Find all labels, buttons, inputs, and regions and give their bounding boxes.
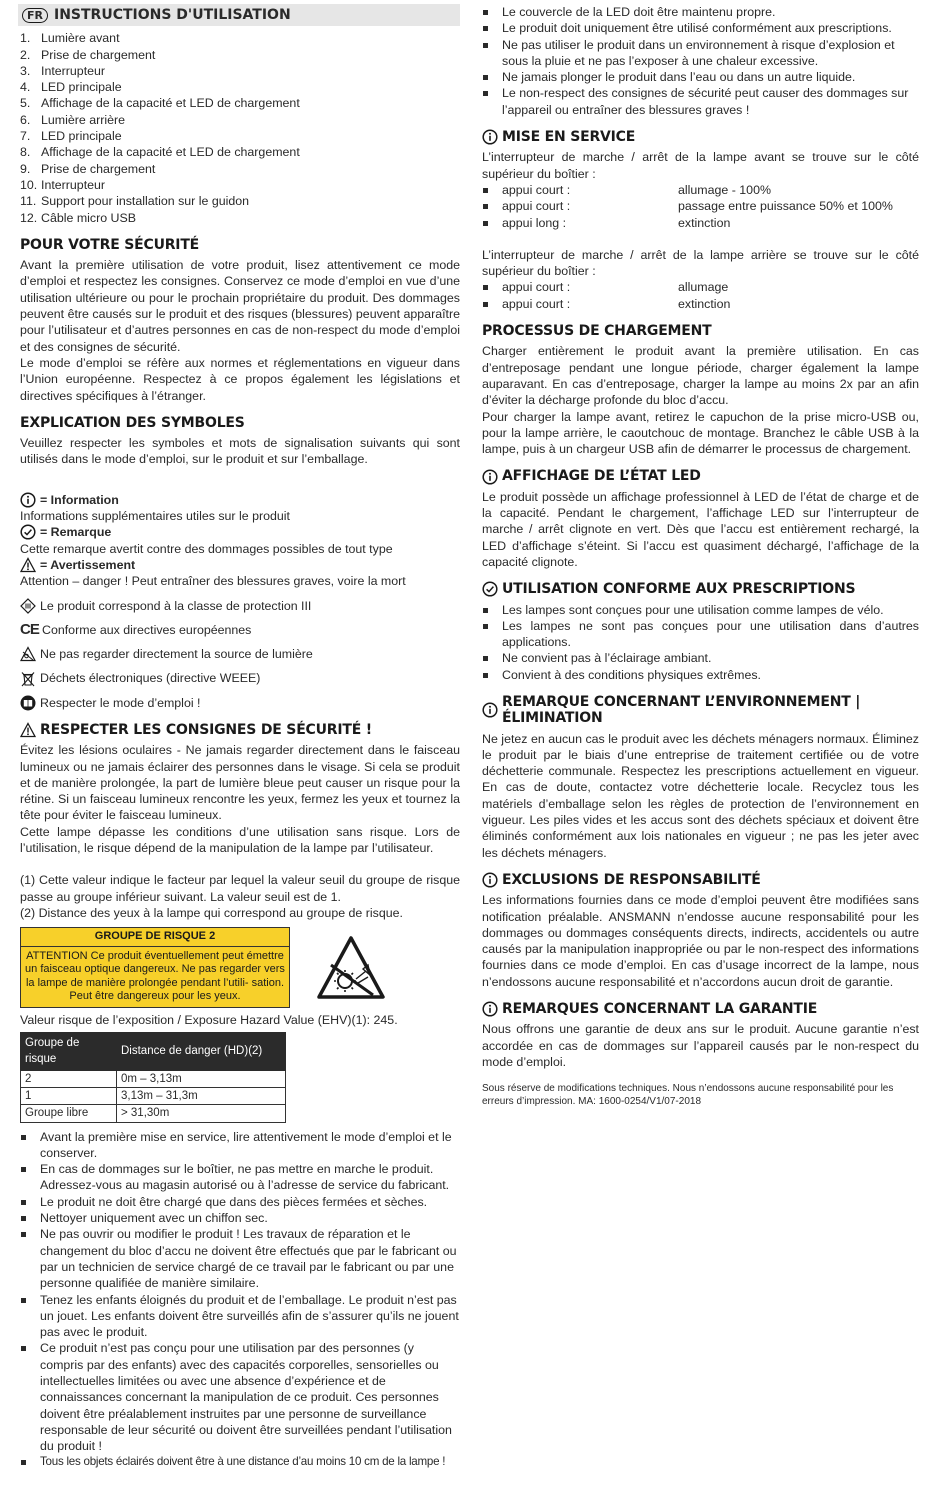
- charge-heading: PROCESSUS DE CHARGEMENT: [482, 323, 712, 340]
- mise-heading: MISE EN SERVICE: [482, 129, 919, 145]
- check-circle-icon: [482, 581, 498, 597]
- consignes-paragraph: Évitez les lésions oculaires - Ne jamais regarder directement dans le faisceau lumineux ou ne jamais éclairer des personnes dans le visage. Si cela se produit et de manière prolongée, la part de lumière bleue peut causer un risque pour la rétine. Si un faisceau lumineux rencontre les yeux, fermez les yeux et tournez la tête pour éviter le faisceau lumineux.: [20, 743, 460, 823]
- garantie-heading: REMARQUES CONCERNANT LA GARANTIE: [482, 1001, 919, 1017]
- list-item: 10. Interrupteur: [20, 177, 106, 192]
- warning-icon: [20, 557, 36, 573]
- conforme-bullets: [482, 602, 919, 683]
- info-icon: [482, 872, 498, 888]
- list-item: Tous les objets éclairés doivent être à une distance d’au moins 10 cm de la lampe !: [20, 1454, 460, 1470]
- affichage-heading: AFFICHAGE DE L’ÉTAT LED: [482, 468, 919, 484]
- safety-bullets-continued: [482, 4, 919, 118]
- symbol-manual: Respecter le mode d’emploi !: [20, 695, 460, 711]
- info-icon: [482, 1001, 498, 1017]
- list-item: Le produit doit uniquement être utilisé conformément aux prescriptions.: [482, 20, 919, 36]
- table-row: Groupe libre > 31,30m: [21, 1105, 286, 1122]
- list-item: appui court : allumage: [482, 279, 919, 295]
- list-item: Ce produit n’est pas conçu pour une utilisation par des personnes (y compris par des enfants) avec des capacités corporelles, sensorielles ou intellectuelles limitées ou avec une absence d’expérience et de connaissances concernant la manipulation de ce produit. Ces personnes doivent être préalablement instruites par une personne de surveillance responsable de leur sécurité ou doivent être surveillées pendant l’utilisation du produit !: [20, 1340, 460, 1454]
- risk-group-area: [20, 927, 460, 1008]
- list-item: Le couvercle de la LED doit être maintenu propre.: [482, 4, 919, 20]
- info-icon: [482, 702, 498, 718]
- conforme-heading: UTILISATION CONFORME AUX PRESCRIPTIONS: [482, 581, 919, 597]
- list-item: Ne pas ouvrir ou modifier le produit ! Les travaux de réparation et le changement du bloc d’accu ne doivent être effectués que par le fabricant ou par un technicien de service chargé de ce travail par le fabricant ou par une personne qualifiée de manière similaire.: [20, 1226, 460, 1291]
- symbol-info: = Information: [20, 492, 460, 508]
- list-item: 2. Prise de chargement: [20, 47, 156, 62]
- symbol-warning: = Avertissement: [20, 557, 460, 573]
- list-item: Convient à des conditions physiques extrêmes.: [482, 667, 919, 683]
- language-badge: FR: [22, 8, 48, 23]
- info-icon: [482, 469, 498, 485]
- consignes-heading: RESPECTER LES CONSIGNES DE SÉCURITÉ !: [20, 722, 460, 738]
- list-item: appui court : extinction: [482, 296, 919, 312]
- weee-bin-icon: [20, 671, 36, 687]
- safety-paragraph: Le mode d’emploi se réfère aux normes et réglementations en vigueur dans l’Union européenne. Respectez à ce propos également les législations et directives spécifiques à l’étranger.: [20, 355, 460, 403]
- list-item: Le non-respect des consignes de sécurité peut causer des dommages sur l’appareil ou entraîner des blessures graves !: [482, 85, 919, 118]
- symbol-nolook: Ne pas regarder directement la source de lumière: [20, 646, 460, 662]
- table-header-row: [21, 1033, 286, 1071]
- affichage-paragraph: Le produit possède un affichage professionnel à LED de l’état de charge et de la capacité. Pendant le chargement, l’affichage LED sur l’interrupteur de marche / arrêt clignote en vert. Dès que l’accu est entièrement rechargé, la LED d’affichage s’éteint. Si l’accu est quasiment déchargé, l’affichage de la capacité clignote.: [482, 489, 919, 569]
- footnote-2: (2) Distance des yeux à la lampe qui correspond au groupe de risque.: [20, 905, 403, 920]
- footnote-1: (1) Cette valeur indique le facteur par lequel la valeur seuil du groupe de risque passe au groupe inférieur suivant. La valeur seuil est de 1.: [20, 873, 460, 904]
- info-icon: [20, 492, 36, 508]
- list-item: En cas de dommages sur le boîtier, ne pas mettre en marche le produit. Adressez-vous au magasin autorisé ou à l’adresse de service du fabricant.: [20, 1161, 460, 1194]
- eye-hazard-icon: [316, 935, 386, 1001]
- warning-icon: [20, 722, 36, 738]
- symbols-heading: EXPLICATION DES SYMBOLES: [20, 414, 245, 431]
- list-item: 5. Affichage de la capacité et LED de chargement: [20, 96, 300, 111]
- check-circle-icon: [20, 524, 36, 540]
- left-column: [20, 4, 460, 1471]
- table-header: Distance de danger (HD)(2): [117, 1033, 286, 1071]
- list-item: appui long : extinction: [482, 215, 919, 231]
- mise-rear-text: L’interrupteur de marche / arrêt de la lampe arrière se trouve sur le côté supérieur du boîtier :: [482, 247, 919, 279]
- environnement-paragraph: Ne jetez en aucun cas le produit avec les déchets ménagers normaux. Éliminez le produit par le biais d’une entreprise de traitement certifiée ou de votre déchetterie communale. Respectez les prescriptions actuellement en vigueur. En cas de doute, contactez votre déchetterie locale. Recyclez tous les matériels d’emballage selon les règles de protection de l’environnement en vigueur. Les piles vides et les accus sont des déchets spéciaux et doivent être éliminés conformément aux lois nationales en vigueur ; ne pas les jeter avec les déchets ménagers.: [482, 731, 919, 860]
- symbols-intro: Veuillez respecter les symboles et mots de signalisation suivants qui sont utilisés dans le mode d’emploi, sur le produit et sur l’emballage.: [20, 436, 460, 467]
- table-header: Groupe de risque: [21, 1033, 117, 1071]
- list-item: 8. Affichage de la capacité et LED de chargement: [20, 145, 300, 160]
- list-item: appui court : allumage - 100%: [482, 182, 919, 198]
- list-item: Ne pas utiliser le produit dans un environnement à risque d’explosion et sous la pluie et ne pas l’exposer à une chaleur excessive.: [482, 37, 919, 70]
- list-item: Ne jamais plonger le produit dans l’eau ou dans un autre liquide.: [482, 69, 919, 85]
- ehv-line: Valeur risque de l’exposition / Exposure Hazard Value (EHV)(1): 245.: [20, 1012, 398, 1027]
- list-item: Tenez les enfants éloignés du produit et de l’emballage. Le produit n’est pas un jouet. Les enfants doivent être surveillés afin de s’assurer qu’ils ne jouent pas avec le produit.: [20, 1292, 460, 1341]
- list-item: 3. Interrupteur: [20, 63, 106, 78]
- consignes-paragraph: Cette lampe dépasse les conditions d’une utilisation sans risque. Lors de l’utilisation, le risque dépend de la manipulation de la lampe par l’utilisateur.: [20, 824, 460, 856]
- list-item: Les lampes ne sont pas conçues pour une utilisation dans d’autres applications.: [482, 618, 919, 651]
- risk-group-label: GROUPE DE RISQUE 2 ATTENTION Ce produit éventuellement peut émettre un faisceau optique dangereux. Ne pas regarder vers la lampe de manière prolongée pendant l’utili- sation. Peut être dangereux pour les yeux.: [20, 927, 290, 1008]
- footer-note: Sous réserve de modifications techniques. Nous n’endossons aucune responsabilité pour les erreurs d’impression. MA: 1600-0254/V1/07-2018: [482, 1083, 894, 1108]
- list-item: Les lampes sont conçues pour une utilisation comme lampes de vélo.: [482, 602, 919, 618]
- symbol-ce: CE Conforme aux directives européennes: [20, 620, 252, 638]
- right-column: [482, 4, 919, 1108]
- list-item: 4. LED principale: [20, 80, 122, 95]
- list-item: 6. Lumière arrière: [20, 112, 126, 127]
- safety-bullets: [20, 1129, 460, 1471]
- symbol-class3: Le produit correspond à la classe de protection III: [20, 598, 460, 614]
- exclusions-heading: EXCLUSIONS DE RESPONSABILITÉ: [482, 872, 919, 888]
- parts-list: [20, 30, 460, 226]
- charge-paragraph: Pour charger la lampe avant, retirez le capuchon de la prise micro-USB ou, pour la lampe arrière, le caoutchouc de montage. Branchez le câble USB à la lampe, puis à un chargeur USB afin de démarrer le processus de chargement.: [482, 409, 919, 457]
- protection-class-iii-icon: [20, 598, 36, 614]
- list-item: 1. Lumière avant: [20, 31, 120, 46]
- garantie-paragraph: Nous offrons une garantie de deux ans sur le produit. Aucune garantie n’est accordée en cas de dommages sur l’appareil causés par le non-respect du mode d’emploi.: [482, 1022, 919, 1069]
- no-look-light-icon: [20, 646, 36, 662]
- environnement-heading: REMARQUE CONCERNANT L’ENVIRONNEMENT | ÉLIMINATION: [482, 694, 919, 727]
- table-row: 2 0m – 3,13m: [21, 1070, 286, 1087]
- page-title-text: INSTRUCTIONS D'UTILISATION: [53, 7, 291, 23]
- table-row: 1 3,13m – 31,3m: [21, 1087, 286, 1104]
- hazard-table: [20, 1032, 286, 1122]
- safety-heading: POUR VOTRE SÉCURITÉ: [20, 236, 200, 253]
- exclusions-paragraph: Les informations fournies dans ce mode d’emploi peuvent être modifiées sans notification préalable. ANSMANN n’endosse aucune responsabilité pour les dommages ou dommages conséquents directs, indirects, accidentels ou autre causés par la manipulation inappropriée ou par le non-respect des informations fournies dans ce mode d’emploi. En cas d’usage incorrect de la lampe, nous n’endossons aucune responsabilité et n’accordons aucun droit de garantie.: [482, 893, 919, 989]
- list-item: 11. Support pour installation sur le guidon: [20, 194, 250, 209]
- list-item: Ne convient pas à l’éclairage ambiant.: [482, 650, 919, 666]
- symbol-info-text: Informations supplémentaires utiles sur le produit: [20, 509, 290, 524]
- list-item: Le produit ne doit être chargé que dans des pièces fermées et sèches.: [20, 1194, 460, 1210]
- list-item: Nettoyer uniquement avec un chiffon sec.: [20, 1210, 460, 1226]
- ce-mark-icon: CE: [20, 620, 39, 638]
- symbol-note: = Remarque: [20, 524, 460, 540]
- symbol-warning-text: Attention – danger ! Peut entraîner des blessures graves, voire la mort: [20, 574, 406, 589]
- list-item: Avant la première mise en service, lire attentivement le mode d’emploi et le conserver.: [20, 1129, 460, 1162]
- list-item: appui court : passage entre puissance 50% et 100%: [482, 198, 919, 214]
- list-item: 12. Câble micro USB: [20, 210, 137, 225]
- list-item: 7. LED principale: [20, 129, 122, 144]
- list-item: 9. Prise de chargement: [20, 161, 156, 176]
- safety-paragraph: Avant la première utilisation de votre produit, lisez attentivement ce mode d’emploi et respectez les consignes. Conservez ce mode d’emploi en vue d’une utilisation ultérieure ou pour le prochain propriétaire du produit. Des dommages peuvent être causés sur le produit et des risques (blessures) peuvent apparaître pour l’utilisateur et d’autres personnes en cas de non-respect du mode d’emploi et des consignes de sécurité.: [20, 258, 460, 354]
- symbol-weee: Déchets électroniques (directive WEEE): [20, 670, 460, 686]
- symbol-note-text: Cette remarque avertit contre des dommages possibles de tout type: [20, 541, 393, 556]
- page-title: [18, 4, 460, 26]
- mise-front-text: L’interrupteur de marche / arrêt de la lampe avant se trouve sur le côté supérieur du boîtier :: [482, 150, 919, 181]
- manual-book-icon: [20, 695, 36, 711]
- charge-paragraph: Charger entièrement le produit avant la première utilisation. En cas d’entreposage pendant une longue période, charger également la lampe auparavant. En cas d’entreposage, charger la lampe au moins 2x par an afin d’éviter la décharge profonde du bloc d’accu.: [482, 344, 919, 408]
- info-icon: [482, 129, 498, 145]
